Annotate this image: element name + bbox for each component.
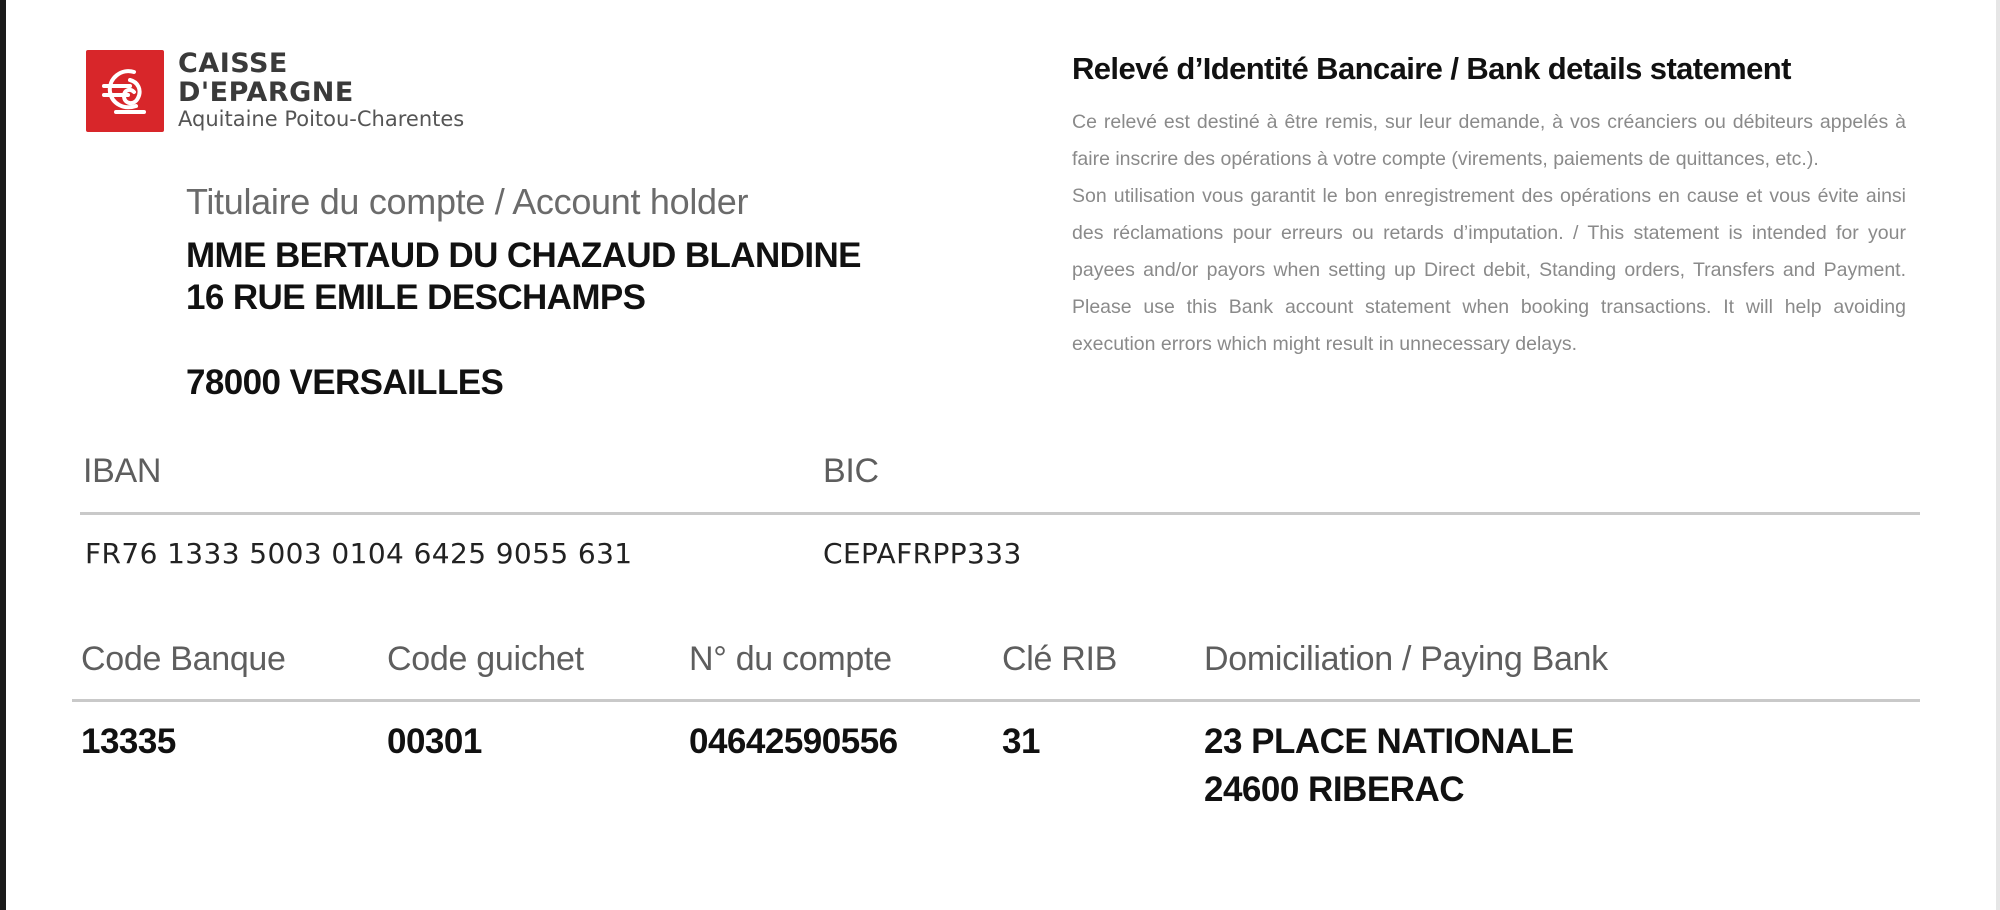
code-banque-label: Code Banque: [81, 640, 286, 678]
iban-label: IBAN: [83, 452, 162, 490]
statement-body: [1072, 104, 1906, 363]
account-holder-city: 78000 VERSAILLES: [186, 363, 504, 402]
iban-value: FR76 1333 5003 0104 6425 9055 631: [85, 537, 633, 570]
logo-wordmark: [178, 50, 464, 130]
logo-line-1: CAISSE: [178, 48, 288, 79]
bic-value: CEPAFRPP333: [823, 537, 1022, 570]
account-holder-name: MME BERTAUD DU CHAZAUD BLANDINE: [186, 236, 861, 275]
account-number-value: 04642590556: [689, 722, 898, 761]
statement-title: Relevé d’Identité Bancaire / Bank details statement: [1072, 51, 1791, 86]
iban-divider: [80, 512, 1920, 515]
account-holder-street: 16 RUE EMILE DESCHAMPS: [186, 278, 646, 317]
account-number-label: N° du compte: [689, 640, 892, 678]
frame-edge-right: [1996, 0, 2000, 910]
code-guichet-label: Code guichet: [387, 640, 584, 678]
logo-region: Aquitaine Poitou-Charentes: [178, 107, 465, 131]
rib-key-label: Clé RIB: [1002, 640, 1118, 678]
account-holder-label: Titulaire du compte / Account holder: [186, 181, 749, 222]
rib-divider: [72, 699, 1920, 702]
domiciliation-line-1: 23 PLACE NATIONALE: [1204, 722, 1574, 761]
bank-logo: [86, 50, 464, 132]
statement-paragraph-2: Son utilisation vous garantit le bon enregistrement des opérations en cause et vous évite ainsi des réclamations pour erreurs ou retards d’imputation. / This statement is intended for your payees and/or payors when setting up Direct debit, Standing orders, Transfers and Payment. Please use this Bank account statement when booking transactions. It will help avoiding execution errors which might result in unnecessary delays.: [1072, 185, 1906, 355]
squirrel-euro-icon: [86, 50, 164, 132]
logo-line-2: D'EPARGNE: [178, 77, 354, 108]
domiciliation-line-2: 24600 RIBERAC: [1204, 770, 1464, 809]
statement-paragraph-1: Ce relevé est destiné à être remis, sur leur demande, à vos créanciers ou débiteurs appelés à faire inscrire des opérations à votre compte (virements, paiements de quittances, etc.).: [1072, 111, 1906, 170]
code-banque-value: 13335: [81, 722, 176, 761]
frame-edge: [0, 0, 6, 910]
bic-label: BIC: [823, 452, 879, 490]
domiciliation-label: Domiciliation / Paying Bank: [1204, 640, 1608, 678]
code-guichet-value: 00301: [387, 722, 482, 761]
rib-key-value: 31: [1002, 722, 1040, 761]
